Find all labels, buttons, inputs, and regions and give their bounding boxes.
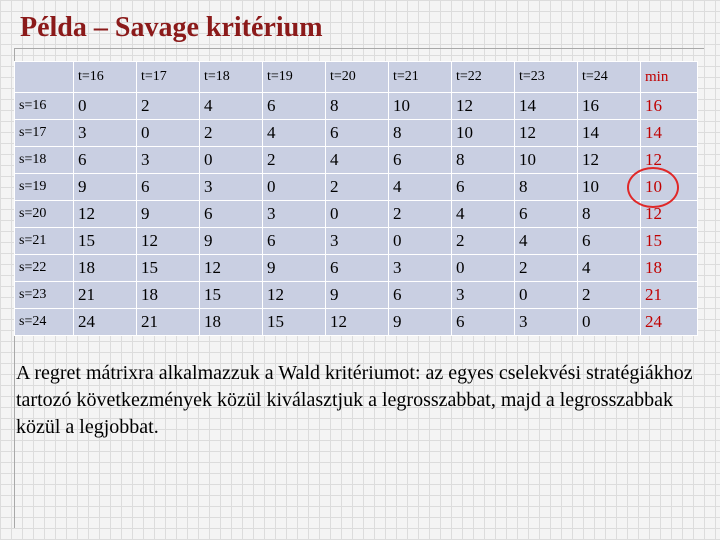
min-cell: 21 bbox=[641, 282, 698, 309]
table-cell: 0 bbox=[326, 201, 389, 228]
min-cell: 14 bbox=[641, 120, 698, 147]
regret-matrix-table bbox=[14, 61, 698, 336]
table-header-row bbox=[15, 62, 698, 93]
min-column-header: min bbox=[641, 62, 698, 93]
table-cell: 21 bbox=[74, 282, 137, 309]
table-cell: 2 bbox=[326, 174, 389, 201]
table-cell: 12 bbox=[74, 201, 137, 228]
column-header: t=22 bbox=[452, 62, 515, 93]
table-cell: 24 bbox=[74, 309, 137, 336]
table-corner-cell bbox=[15, 62, 74, 93]
row-label: s=24 bbox=[15, 309, 74, 336]
table-cell: 4 bbox=[263, 120, 326, 147]
min-cell: 18 bbox=[641, 255, 698, 282]
table-cell: 0 bbox=[452, 255, 515, 282]
min-cell: 12 bbox=[641, 147, 698, 174]
table-cell: 15 bbox=[137, 255, 200, 282]
table-cell: 18 bbox=[74, 255, 137, 282]
table-cell: 0 bbox=[137, 120, 200, 147]
table-cell: 6 bbox=[326, 120, 389, 147]
table-cell: 18 bbox=[200, 309, 263, 336]
table-cell: 10 bbox=[452, 120, 515, 147]
row-label: s=21 bbox=[15, 228, 74, 255]
row-label: s=23 bbox=[15, 282, 74, 309]
table-cell: 18 bbox=[137, 282, 200, 309]
row-label: s=17 bbox=[15, 120, 74, 147]
column-header: t=16 bbox=[74, 62, 137, 93]
table-cell: 0 bbox=[578, 309, 641, 336]
table-cell: 6 bbox=[389, 282, 452, 309]
table-cell: 12 bbox=[263, 282, 326, 309]
table-row bbox=[15, 309, 698, 336]
table-cell: 4 bbox=[578, 255, 641, 282]
table-row bbox=[15, 255, 698, 282]
table-cell: 21 bbox=[137, 309, 200, 336]
table-cell: 8 bbox=[452, 147, 515, 174]
table-cell: 14 bbox=[515, 93, 578, 120]
table-cell: 6 bbox=[200, 201, 263, 228]
table-cell: 0 bbox=[263, 174, 326, 201]
table-cell: 8 bbox=[515, 174, 578, 201]
table-cell: 6 bbox=[515, 201, 578, 228]
table-cell: 16 bbox=[578, 93, 641, 120]
table-row bbox=[15, 201, 698, 228]
column-header: t=20 bbox=[326, 62, 389, 93]
row-label: s=20 bbox=[15, 201, 74, 228]
table-cell: 3 bbox=[200, 174, 263, 201]
table-row bbox=[15, 282, 698, 309]
table-cell: 4 bbox=[452, 201, 515, 228]
table-cell: 12 bbox=[515, 120, 578, 147]
column-header: t=24 bbox=[578, 62, 641, 93]
table-cell: 9 bbox=[263, 255, 326, 282]
table-cell: 2 bbox=[578, 282, 641, 309]
table-cell: 10 bbox=[515, 147, 578, 174]
table-cell: 3 bbox=[389, 255, 452, 282]
table-cell: 9 bbox=[137, 201, 200, 228]
table-cell: 6 bbox=[389, 147, 452, 174]
table-cell: 9 bbox=[74, 174, 137, 201]
table-row bbox=[15, 228, 698, 255]
min-cell: 15 bbox=[641, 228, 698, 255]
table-cell: 3 bbox=[137, 147, 200, 174]
table-cell: 15 bbox=[200, 282, 263, 309]
table-cell: 2 bbox=[452, 228, 515, 255]
table-cell: 6 bbox=[326, 255, 389, 282]
table-cell: 12 bbox=[200, 255, 263, 282]
min-cell: 24 bbox=[641, 309, 698, 336]
table-cell: 12 bbox=[452, 93, 515, 120]
table-cell: 12 bbox=[137, 228, 200, 255]
table-cell: 0 bbox=[200, 147, 263, 174]
table-cell: 8 bbox=[578, 201, 641, 228]
table-cell: 4 bbox=[389, 174, 452, 201]
min-cell: 12 bbox=[641, 201, 698, 228]
table-cell: 0 bbox=[389, 228, 452, 255]
highlight-circle bbox=[627, 167, 679, 208]
table-cell: 6 bbox=[452, 309, 515, 336]
table-cell: 9 bbox=[326, 282, 389, 309]
table-cell: 3 bbox=[326, 228, 389, 255]
table-cell: 6 bbox=[578, 228, 641, 255]
table-cell: 3 bbox=[263, 201, 326, 228]
table-row bbox=[15, 93, 698, 120]
column-header: t=21 bbox=[389, 62, 452, 93]
table-cell: 6 bbox=[263, 228, 326, 255]
title-divider bbox=[14, 48, 704, 49]
table-cell: 8 bbox=[326, 93, 389, 120]
column-header: t=18 bbox=[200, 62, 263, 93]
table-cell: 12 bbox=[578, 147, 641, 174]
table-cell: 12 bbox=[326, 309, 389, 336]
explanation-text: A regret mátrixra alkalmazzuk a Wald kritériumot: az egyes cselekvési stratégiákhoz tartozó következmények közül kiválasztjuk a legrosszabbat, majd a legrosszabbak közül a legjobbat. bbox=[16, 362, 693, 438]
table-cell: 8 bbox=[389, 120, 452, 147]
table-cell: 15 bbox=[74, 228, 137, 255]
table-cell: 3 bbox=[452, 282, 515, 309]
table-cell: 6 bbox=[263, 93, 326, 120]
page-title: Példa – Savage kritérium bbox=[20, 12, 323, 43]
row-label: s=16 bbox=[15, 93, 74, 120]
row-label: s=19 bbox=[15, 174, 74, 201]
table-cell: 6 bbox=[74, 147, 137, 174]
table-cell: 2 bbox=[200, 120, 263, 147]
table-cell: 2 bbox=[263, 147, 326, 174]
table-cell: 6 bbox=[452, 174, 515, 201]
table-cell: 2 bbox=[515, 255, 578, 282]
column-header: t=17 bbox=[137, 62, 200, 93]
column-header: t=23 bbox=[515, 62, 578, 93]
table-cell: 4 bbox=[326, 147, 389, 174]
table-cell: 0 bbox=[515, 282, 578, 309]
table-cell: 3 bbox=[515, 309, 578, 336]
table-cell: 9 bbox=[389, 309, 452, 336]
row-label: s=22 bbox=[15, 255, 74, 282]
table-cell: 0 bbox=[74, 93, 137, 120]
min-cell: 10 bbox=[641, 174, 698, 201]
table-row bbox=[15, 174, 698, 201]
table-cell: 9 bbox=[200, 228, 263, 255]
table-cell: 6 bbox=[137, 174, 200, 201]
min-cell: 16 bbox=[641, 93, 698, 120]
table-cell: 2 bbox=[137, 93, 200, 120]
table-cell: 2 bbox=[389, 201, 452, 228]
table-row bbox=[15, 147, 698, 174]
column-header: t=19 bbox=[263, 62, 326, 93]
table-cell: 4 bbox=[515, 228, 578, 255]
table-cell: 15 bbox=[263, 309, 326, 336]
table-cell: 14 bbox=[578, 120, 641, 147]
table-cell: 10 bbox=[578, 174, 641, 201]
table-row bbox=[15, 120, 698, 147]
table-cell: 3 bbox=[74, 120, 137, 147]
table-cell: 10 bbox=[389, 93, 452, 120]
table-cell: 4 bbox=[200, 93, 263, 120]
row-label: s=18 bbox=[15, 147, 74, 174]
